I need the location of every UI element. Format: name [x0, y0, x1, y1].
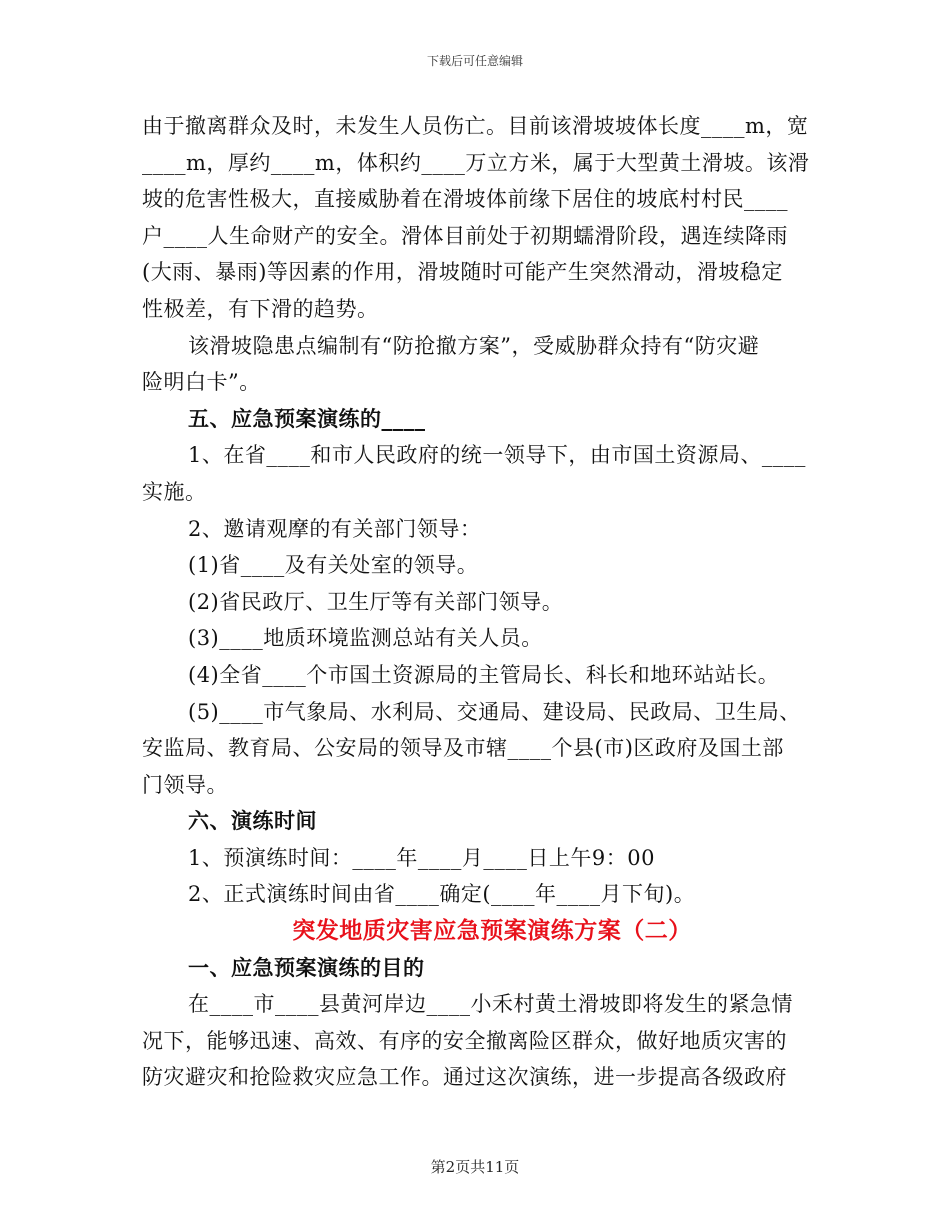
- paragraph-line: 实施。: [142, 479, 207, 504]
- document-body: [142, 108, 812, 1096]
- paragraph-line: 门领导。: [142, 772, 228, 797]
- paragraph-line: 坡的危害性极大，直接威胁着在滑坡体前缘下居住的坡底村村民____: [142, 187, 788, 212]
- list-item: 1、在省____和市人民政府的统一领导下，由市国土资源局、____: [188, 443, 806, 468]
- section-heading-1: 一、应急预案演练的目的: [188, 954, 425, 980]
- paragraph-line: 户____人生命财产的安全。滑体目前处于初期蠕滑阶段，遇连续降雨: [142, 223, 788, 248]
- paragraph-line: 险明白卡”。: [142, 370, 261, 395]
- section-heading-5: 五、应急预案演练的____: [188, 405, 426, 431]
- list-item: 2、正式演练时间由省____确定(____年____月下旬)。: [188, 882, 696, 907]
- paragraph-line: 性极差，有下滑的趋势。: [142, 296, 379, 321]
- paragraph-line: 防灾避灾和抢险救灾应急工作。通过这次演练，进一步提高各级政府: [142, 1065, 787, 1090]
- list-item: 2、邀请观摩的有关部门领导：: [188, 516, 482, 541]
- section-heading-6: 六、演练时间: [188, 808, 317, 834]
- list-item: 1、预演练时间：____年____月____日上午9：00: [188, 845, 655, 870]
- list-item: (3)____地质环境监测总站有关人员。: [188, 626, 543, 651]
- page-number: 第2页共11页: [430, 1158, 520, 1176]
- paragraph-line: 安监局、教育局、公安局的领导及市辖____个县(市)区政府及国土部: [142, 736, 784, 761]
- paragraph-line: ____m，厚约____m，体积约____万立方米，属于大型黄土滑坡。该滑: [142, 150, 810, 175]
- paragraph-line: 在____市____县黄河岸边____小禾村黄土滑坡即将发生的紧急情: [188, 992, 793, 1017]
- list-item: (1)省____及有关处室的领导。: [188, 553, 479, 578]
- paragraph-line: (大雨、暴雨)等因素的作用，滑坡随时可能产生突然滑动，滑坡稳定: [142, 260, 783, 285]
- list-item: (5)____市气象局、水利局、交通局、建设局、民政局、卫生局、: [188, 699, 801, 724]
- paragraph-line: 况下，能够迅速、高效、有序的安全撤离险区群众，做好地质灾害的: [142, 1028, 787, 1053]
- paragraph-line: 由于撤离群众及时，未发生人员伤亡。目前该滑坡坡体长度____m，宽: [142, 114, 809, 138]
- list-item: (4)全省____个市国土资源局的主管局长、科长和地环站站长。: [188, 662, 780, 687]
- paragraph-line: 该滑坡隐患点编制有“防抢撤方案”，受威胁群众持有“防灾避: [188, 333, 760, 358]
- header-note: 下载后可任意编辑: [426, 54, 523, 68]
- document-title: 突发地质灾害应急预案演练方案（二）: [292, 918, 692, 945]
- list-item: (2)省民政厅、卫生厅等有关部门领导。: [188, 589, 564, 614]
